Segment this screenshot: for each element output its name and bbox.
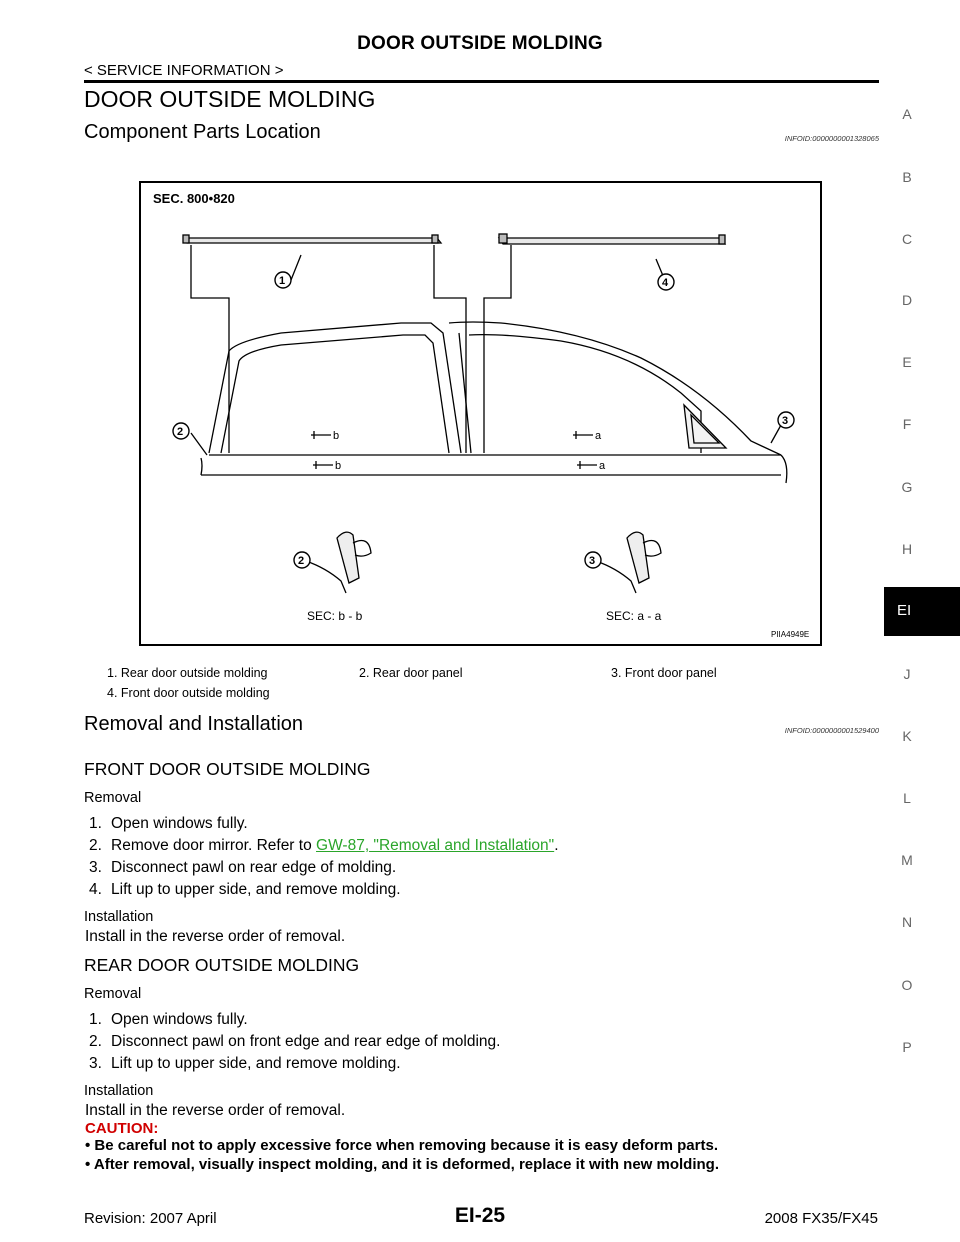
header-divider [84,80,879,83]
side-index-d[interactable]: D [901,292,913,308]
side-index-e[interactable]: E [902,354,912,370]
front-installation-text: Install in the reverse order of removal. [85,928,346,945]
side-index-k[interactable]: K [902,728,912,744]
footer-model: 2008 FX35/FX45 [764,1210,878,1227]
side-index-j[interactable]: J [903,666,911,682]
rear-removal-label: Removal [84,986,142,1002]
side-index-h[interactable]: H [901,541,913,557]
component-infoid: INFOID:0000000001328065 [784,134,879,143]
rear-step-2: 2. Disconnect pawl on front edge and rear edge of molding. [89,1033,501,1050]
breadcrumb: < SERVICE INFORMATION > [84,62,284,79]
side-index-active-label: EI [897,602,912,619]
front-molding-part [499,238,725,244]
footer-page-number: EI-25 [454,1204,506,1227]
figure-callout-2: 2 [177,426,184,438]
side-index-c[interactable]: C [901,231,913,247]
figure-callout-3: 3 [782,415,789,427]
component-diagram [139,181,822,646]
page-header-title: DOOR OUTSIDE MOLDING [357,33,603,54]
figure-section-b-upper: b [333,430,340,442]
front-heading: FRONT DOOR OUTSIDE MOLDING [84,759,371,779]
page-title: DOOR OUTSIDE MOLDING [84,86,376,112]
side-index-active-tab[interactable] [884,587,960,636]
legend-item-3: 3. Front door panel [611,666,717,680]
footer-revision: Revision: 2007 April [84,1210,217,1227]
caution-label: CAUTION: [85,1120,159,1137]
side-index-o[interactable]: O [901,977,913,993]
figure-callout-3-detail: 3 [589,555,596,567]
side-index-l[interactable]: L [903,790,911,806]
door-molding-illustration [141,183,820,644]
side-index-n[interactable]: N [901,914,913,930]
removal-infoid: INFOID:0000000001529400 [784,726,879,735]
figure-image-code: PIIA4949E [771,630,810,639]
side-index-m[interactable]: M [901,852,913,868]
figure-detail-a-label: SEC: a - a [606,609,662,623]
figure-detail-b-label: SEC: b - b [307,609,363,623]
legend-item-2: 2. Rear door panel [359,666,463,680]
side-index-p[interactable]: P [902,1039,912,1055]
caution-item-1: • Be careful not to apply excessive force when removing because it is easy deform parts. [85,1137,718,1154]
front-removal-label: Removal [84,790,142,806]
rear-heading: REAR DOOR OUTSIDE MOLDING [84,955,360,975]
side-index-b[interactable]: B [902,169,912,185]
rear-step-3: 3. Lift up to upper side, and remove molding. [89,1055,401,1072]
front-installation-label: Installation [84,909,154,925]
figure-callout-2-detail: 2 [298,555,305,567]
front-step-2: 2. Remove door mirror. Refer to GW-87, "Removal and Installation". [89,837,559,854]
figure-section-b-lower: b [335,460,342,472]
figure-callout-4: 4 [662,277,669,289]
figure-callout-1: 1 [279,275,286,287]
side-index-a[interactable]: A [902,106,912,122]
legend-item-4: 4. Front door outside molding [107,686,270,700]
component-heading: Component Parts Location [84,121,321,143]
rear-step-1: 1. Open windows fully. [89,1011,248,1028]
front-step-1: 1. Open windows fully. [89,815,248,832]
legend-item-1: 1. Rear door outside molding [107,666,268,680]
caution-item-2: • After removal, visually inspect molding, and it is deformed, replace it with new molding. [85,1156,719,1173]
rear-molding-part [185,238,441,243]
figure-section-a-upper: a [595,430,602,442]
gw-87-link[interactable]: GW-87, "Removal and Installation" [316,837,555,854]
rear-installation-text: Install in the reverse order of removal. [85,1102,346,1119]
front-step-4: 4. Lift up to upper side, and remove molding. [89,881,401,898]
side-index-f[interactable]: F [902,416,912,432]
figure-sec-label: SEC. 800•820 [153,191,235,206]
rear-installation-label: Installation [84,1083,154,1099]
side-index-g[interactable]: G [901,479,913,495]
front-step-3: 3. Disconnect pawl on rear edge of molding. [89,859,397,876]
figure-section-a-lower: a [599,460,606,472]
removal-heading: Removal and Installation [84,713,304,735]
